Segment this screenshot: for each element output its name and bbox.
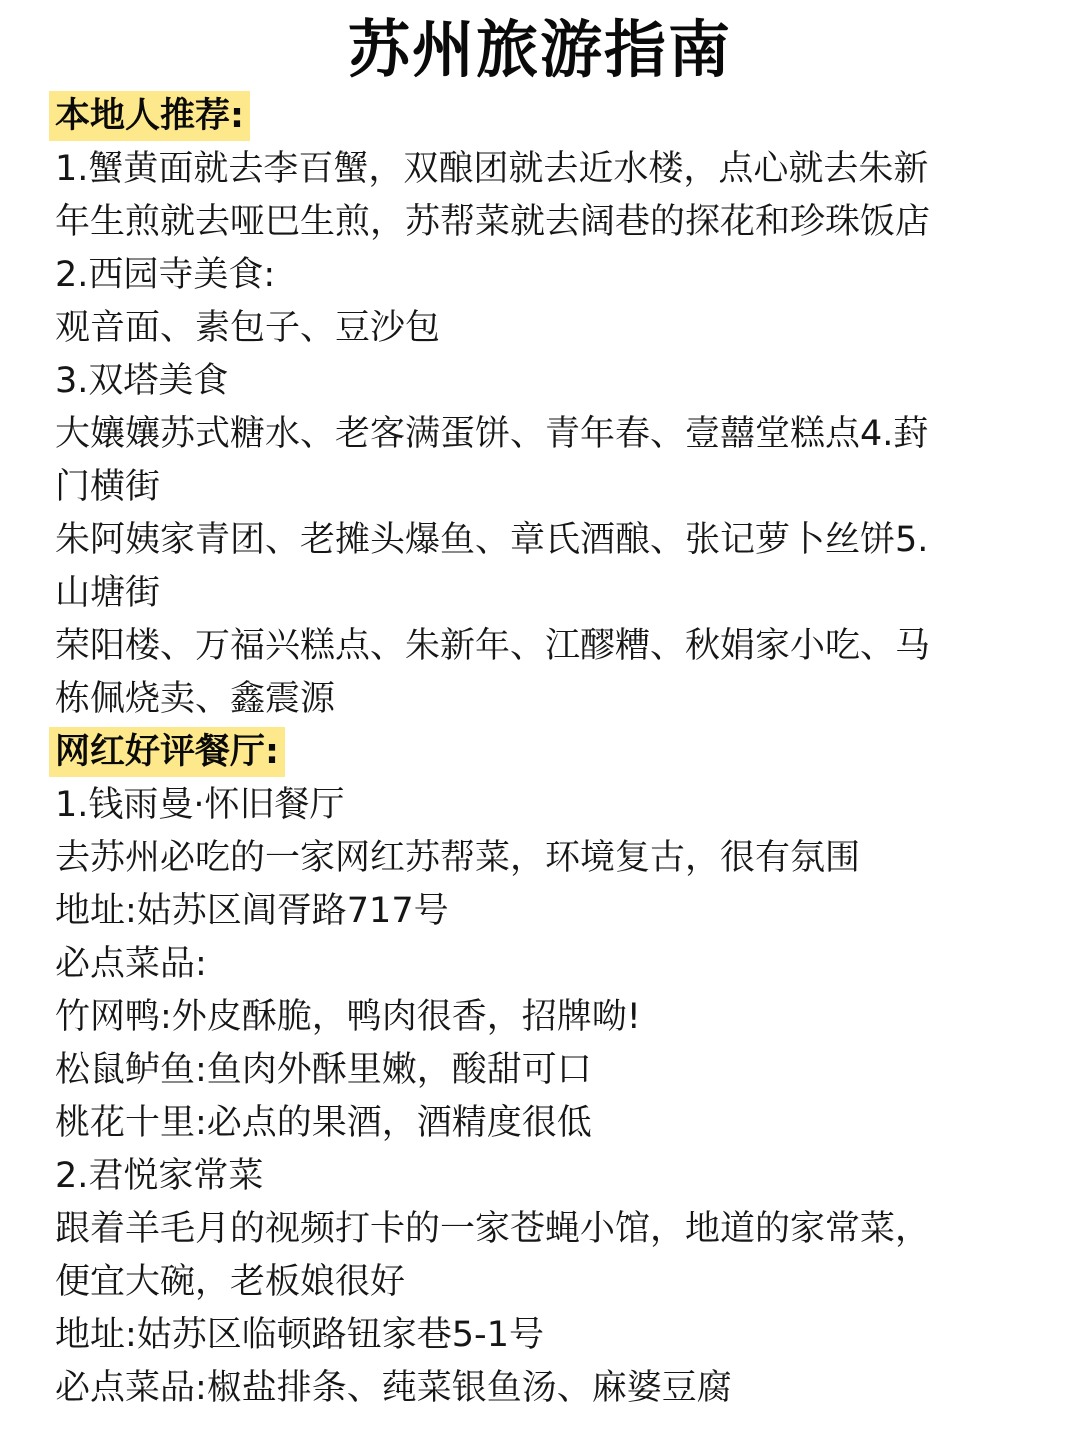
section-heading-local bbox=[55, 90, 1015, 143]
text-line: 朱阿姨家青团、老摊头爆鱼、章氏酒酿、张记萝卜丝饼5. bbox=[55, 520, 929, 560]
highlighted-heading: 网红好评餐厅: bbox=[49, 727, 285, 777]
text-line: 地址:姑苏区阊胥路717号 bbox=[55, 891, 449, 931]
section-heading-popular bbox=[55, 726, 1015, 779]
text-line: 2.君悦家常菜 bbox=[55, 1156, 264, 1196]
text-line: 便宜大碗，老板娘很好 bbox=[55, 1262, 406, 1302]
text-line: 1.蟹黄面就去李百蟹，双酿团就去近水楼，点心就去朱新 bbox=[55, 149, 929, 189]
text-line: 必点菜品:椒盐排条、莼菜银鱼汤、麻婆豆腐 bbox=[55, 1368, 732, 1408]
text-line: 大孃孃苏式糖水、老客满蛋饼、青年春、壹囍堂糕点4.葑 bbox=[55, 414, 929, 454]
text-line: 去苏州必吃的一家网红苏帮菜，环境复古，很有氛围 bbox=[55, 838, 861, 878]
highlighted-heading: 本地人推荐: bbox=[49, 91, 250, 141]
text-line: 3.双塔美食 bbox=[55, 361, 229, 401]
text-line: 栋佩烧卖、鑫震源 bbox=[55, 679, 336, 719]
text-line: 年生煎就去哑巴生煎，苏帮菜就去阔巷的探花和珍珠饭店 bbox=[55, 202, 931, 242]
text-line: 地址:姑苏区临顿路钮家巷5-1号 bbox=[55, 1315, 544, 1355]
text-line: 山塘街 bbox=[55, 573, 161, 613]
text-line: 竹网鸭:外皮酥脆，鸭肉很香，招牌呦! bbox=[55, 997, 641, 1037]
guide-content bbox=[55, 90, 1015, 1415]
page-title: 苏州旅游指南 bbox=[347, 13, 732, 86]
text-line: 观音面、素包子、豆沙包 bbox=[55, 308, 441, 348]
text-line: 荣阳楼、万福兴糕点、朱新年、江醪糟、秋娟家小吃、马 bbox=[55, 626, 931, 666]
text-line: 门横街 bbox=[55, 467, 161, 507]
text-line: 1.钱雨曼·怀旧餐厅 bbox=[55, 785, 345, 825]
text-line: 跟着羊毛月的视频打卡的一家苍蝇小馆，地道的家常菜， bbox=[55, 1209, 931, 1249]
text-line: 必点菜品: bbox=[55, 944, 207, 984]
text-line: 2.西园寺美食: bbox=[55, 255, 276, 295]
text-line: 桃花十里:必点的果酒，酒精度很低 bbox=[55, 1103, 592, 1143]
text-line: 松鼠鲈鱼:鱼肉外酥里嫩，酸甜可口 bbox=[55, 1050, 592, 1090]
